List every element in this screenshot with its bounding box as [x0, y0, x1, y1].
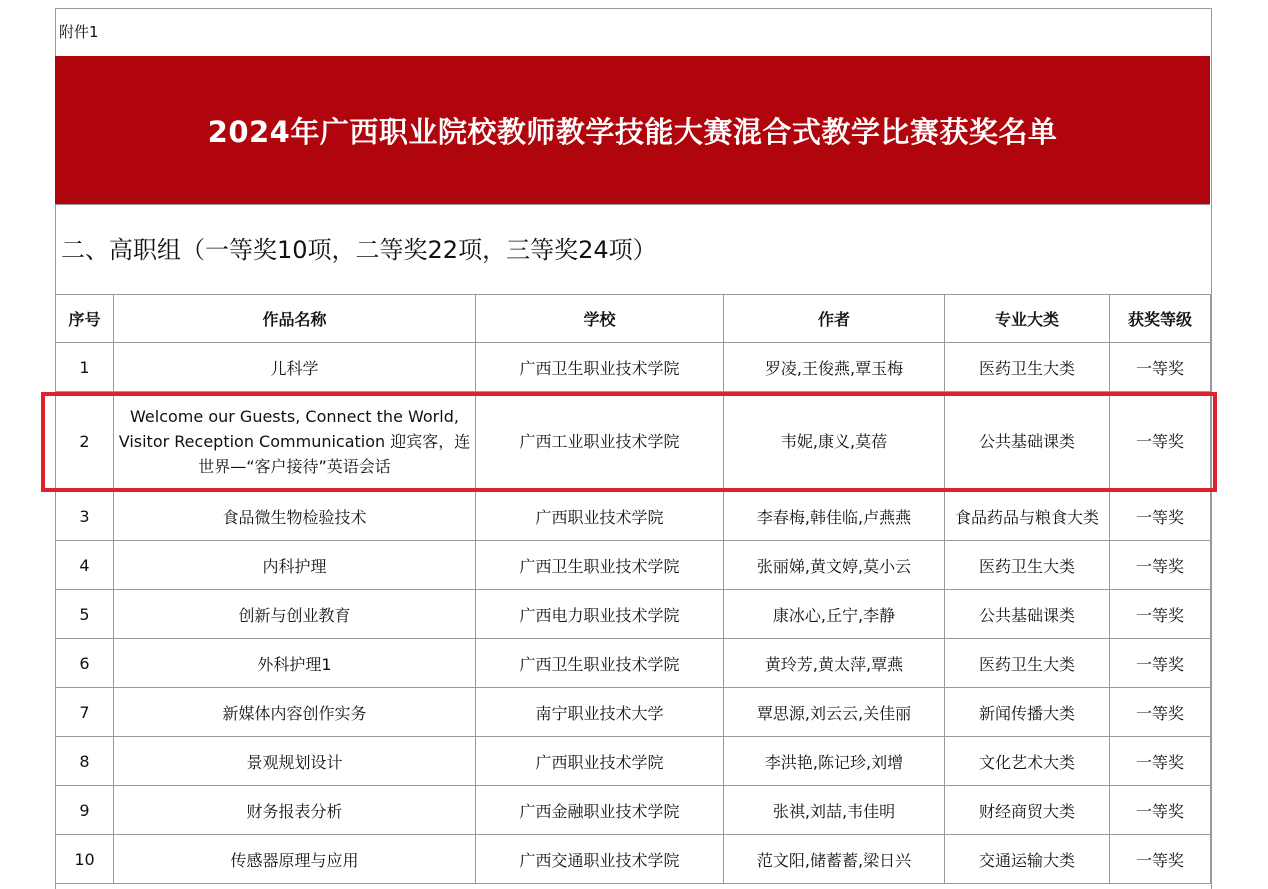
- table-header-row: [56, 295, 1211, 343]
- work-title-cell: 财务报表分析: [114, 786, 476, 835]
- school-cell: 广西电力职业技术学院: [476, 590, 724, 639]
- school-cell: 广西职业技术学院: [476, 492, 724, 541]
- category-cell: 食品药品与粮食大类: [945, 492, 1110, 541]
- award-level-cell: 一等奖: [1110, 786, 1211, 835]
- header-school: 学校: [476, 295, 724, 343]
- award-level-cell: 一等奖: [1110, 492, 1211, 541]
- row-number-cell: 5: [56, 590, 114, 639]
- category-cell: 公共基础课类: [945, 392, 1110, 492]
- authors-cell: 李洪艳,陈记珍,刘增: [724, 737, 945, 786]
- table-row: [56, 590, 1211, 639]
- category-cell: 财经商贸大类: [945, 786, 1110, 835]
- work-title-cell: 新媒体内容创作实务: [114, 688, 476, 737]
- authors-cell: 张祺,刘喆,韦佳明: [724, 786, 945, 835]
- section-title: 二、高职组（一等奖10项，二等奖22项，三等奖24项）: [55, 204, 1210, 294]
- category-cell: 新闻传播大类: [945, 688, 1110, 737]
- category-cell: 交通运输大类: [945, 835, 1110, 884]
- table-row: [56, 835, 1211, 884]
- award-level-cell: 一等奖: [1110, 392, 1211, 492]
- authors-cell: 李春梅,韩佳临,卢燕燕: [724, 492, 945, 541]
- header-no: 序号: [56, 295, 114, 343]
- school-cell: 广西职业技术学院: [476, 737, 724, 786]
- school-cell: 广西卫生职业技术学院: [476, 541, 724, 590]
- award-level-cell: 一等奖: [1110, 835, 1211, 884]
- authors-cell: 罗凌,王俊燕,覃玉梅: [724, 343, 945, 392]
- table-row: [56, 492, 1211, 541]
- work-title-cell: 食品微生物检验技术: [114, 492, 476, 541]
- table-row: [56, 639, 1211, 688]
- work-title-cell: Welcome our Guests, Connect the World, Visitor Reception Communication 迎宾客，连世界—“客户接待”英语会话: [114, 392, 476, 492]
- school-cell: 广西金融职业技术学院: [476, 786, 724, 835]
- attachment-label: 附件1: [59, 23, 99, 41]
- row-number-cell: 7: [56, 688, 114, 737]
- work-title-cell: 创新与创业教育: [114, 590, 476, 639]
- table-row: [56, 343, 1211, 392]
- award-level-cell: 一等奖: [1110, 639, 1211, 688]
- table-row: [56, 688, 1211, 737]
- authors-cell: 范文阳,储蓄蓄,梁日兴: [724, 835, 945, 884]
- category-cell: 公共基础课类: [945, 590, 1110, 639]
- authors-cell: 康冰心,丘宁,李静: [724, 590, 945, 639]
- category-cell: 医药卫生大类: [945, 541, 1110, 590]
- school-cell: 广西工业职业技术学院: [476, 392, 724, 492]
- table-row: [56, 541, 1211, 590]
- authors-cell: 黄玲芳,黄太萍,覃燕: [724, 639, 945, 688]
- row-number-cell: 10: [56, 835, 114, 884]
- row-number-cell: 4: [56, 541, 114, 590]
- row-number-cell: 1: [56, 343, 114, 392]
- award-level-cell: 一等奖: [1110, 590, 1211, 639]
- row-number-cell: 3: [56, 492, 114, 541]
- school-cell: 广西卫生职业技术学院: [476, 639, 724, 688]
- authors-cell: 韦妮,康义,莫蓓: [724, 392, 945, 492]
- table-row: [56, 737, 1211, 786]
- school-cell: 广西卫生职业技术学院: [476, 343, 724, 392]
- header-authors: 作者: [724, 295, 945, 343]
- authors-cell: 张丽娣,黄文婷,莫小云: [724, 541, 945, 590]
- award-level-cell: 一等奖: [1110, 541, 1211, 590]
- table-row: [56, 392, 1211, 492]
- category-cell: 医药卫生大类: [945, 343, 1110, 392]
- work-title-cell: 内科护理: [114, 541, 476, 590]
- awards-table: [55, 294, 1211, 884]
- header-title: 作品名称: [114, 295, 476, 343]
- work-title-cell: 外科护理1: [114, 639, 476, 688]
- row-number-cell: 9: [56, 786, 114, 835]
- award-level-cell: 一等奖: [1110, 688, 1211, 737]
- work-title-cell: 儿科学: [114, 343, 476, 392]
- row-number-cell: 6: [56, 639, 114, 688]
- category-cell: 医药卫生大类: [945, 639, 1110, 688]
- category-cell: 文化艺术大类: [945, 737, 1110, 786]
- table-row: [56, 786, 1211, 835]
- header-award: 获奖等级: [1110, 295, 1211, 343]
- school-cell: 南宁职业技术大学: [476, 688, 724, 737]
- work-title-cell: 传感器原理与应用: [114, 835, 476, 884]
- work-title-cell: 景观规划设计: [114, 737, 476, 786]
- banner-title: 2024年广西职业院校教师教学技能大赛混合式教学比赛获奖名单: [207, 114, 1058, 149]
- title-banner: [55, 56, 1210, 204]
- award-level-cell: 一等奖: [1110, 737, 1211, 786]
- school-cell: 广西交通职业技术学院: [476, 835, 724, 884]
- row-number-cell: 8: [56, 737, 114, 786]
- authors-cell: 覃思源,刘云云,关佳丽: [724, 688, 945, 737]
- header-category: 专业大类: [945, 295, 1110, 343]
- row-number-cell: 2: [56, 392, 114, 492]
- award-level-cell: 一等奖: [1110, 343, 1211, 392]
